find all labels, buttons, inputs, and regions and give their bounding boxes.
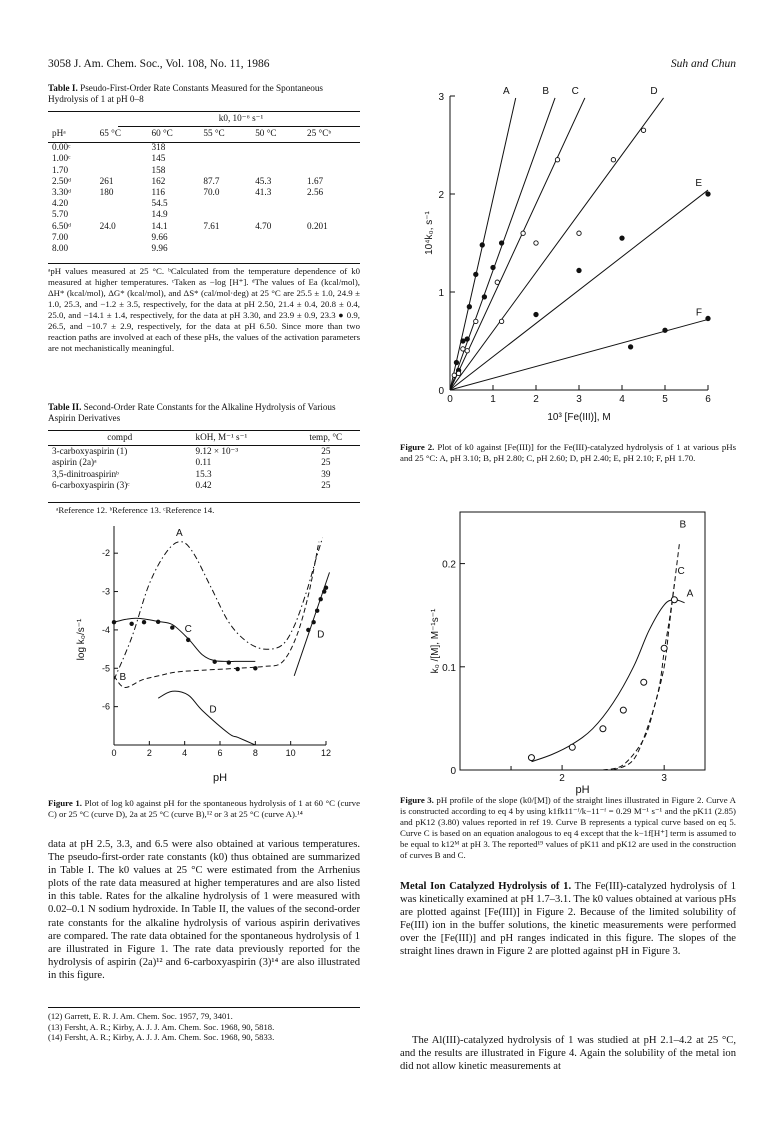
figure3-x-label: pH bbox=[575, 784, 590, 796]
table1-cell: 1.70 bbox=[52, 164, 69, 175]
figure2-line-label: E bbox=[695, 178, 702, 190]
table2-header-cell: temp, °C bbox=[309, 432, 343, 442]
figure1-curve-a bbox=[114, 538, 323, 680]
table-row bbox=[48, 209, 360, 220]
table2-cell: 9.12 × 10⁻³ bbox=[195, 446, 239, 457]
section-heading: Metal Ion Catalyzed Hydrolysis of 1. bbox=[400, 881, 572, 892]
figure1-data-point bbox=[170, 625, 174, 629]
table1-header-cell: pHᵃ bbox=[52, 128, 66, 138]
figure2-data-point bbox=[491, 265, 495, 269]
table1-cell: 2.50ᵈ bbox=[52, 175, 71, 186]
paragraph-right-1 bbox=[400, 880, 736, 959]
figure3-data-point bbox=[528, 755, 534, 761]
running-header-left: 3058 J. Am. Chem. Soc., Vol. 108, No. 11, 1986 bbox=[48, 58, 270, 70]
footnote-12: (12) Garrett, E. R. J. Am. Chem. Soc. 1957, 79, 3401. bbox=[48, 1011, 233, 1021]
figure2-line-label: C bbox=[571, 85, 579, 97]
figure3-caption-text: pH profile of the slope (k0/[M]) of the straight lines illustrated in Figure 2. Curve A is constructed according to eq 4 by using k1fk11⁻ᶠ/k−11⁻ᶠ = 0.29 M⁻¹ s⁻¹ and the pK11 (2.85) and pK12 (3.80) values reported in ref 19. Curve B represents a typical curve based on eq 5. Curve C is based on an equation analogous to eq 4 except that the k−1f[H⁺] term is assumed to be equal to k12ᴹ at pH 3. The reported¹⁹ values of pK11 and pK12 are used in the construction of curves B and C. bbox=[400, 795, 736, 860]
figure2-data-point bbox=[620, 236, 624, 240]
figure3-y-tick-label: 0.1 bbox=[442, 662, 456, 674]
table1-cell: 1.67 bbox=[307, 175, 324, 186]
figure3-y-tick-label: 0.2 bbox=[442, 559, 456, 571]
table1-caption-text: Pseudo-First-Order Rate Constants Measured for the Spontaneous Hydrolysis of 1 at pH 0–8 bbox=[48, 83, 324, 105]
figure2-data-point bbox=[706, 192, 710, 196]
paragraph-right-1-text: The Fe(III)-catalyzed hydrolysis of 1 was kinetically examined at pH 1.7–3.1. The k0 values obtained at various pHs are plotted against [Fe(III)] in Figure 2. Because of the limited solubility of Fe(III) ion in the buffer solutions, the kinetic measurements were performed over the [Fe(III)] and pH ranges indicated in this figure. The slopes of the straight lines drawn in Figure 2 are plotted against pH in Figure 3. bbox=[400, 881, 736, 958]
figure1-curve-label: C bbox=[184, 623, 192, 635]
figure1-data-point bbox=[322, 589, 326, 593]
table-row bbox=[48, 165, 360, 176]
figure2-data-point bbox=[577, 268, 581, 272]
table1-cell: 6.50ᵈ bbox=[52, 220, 71, 231]
figure3-data-point bbox=[620, 707, 626, 713]
table1-cell: 5.70 bbox=[52, 209, 69, 220]
paragraph-right-2: The Al(III)-catalyzed hydrolysis of 1 was studied at pH 2.1–4.2 at 25 °C, and the results are illustrated in Figure 4. Again the solubility of the metal ion did not allow kinetic measurements at bbox=[400, 1035, 736, 1073]
figure1-data-point bbox=[319, 597, 323, 601]
table1-cell bbox=[96, 232, 148, 243]
figure1-caption-text: Plot of log k0 against pH for the spontaneous hydrolysis of 1 at 60 °C (curve C) or 25 °C (curve D), 2a at 25 °C (curve B),¹² or 3 at 25 °C (curve A).¹⁴ bbox=[48, 798, 360, 819]
figure3-data-point bbox=[600, 726, 606, 732]
figure2-data-point bbox=[534, 241, 538, 245]
table1-header-row bbox=[48, 128, 360, 139]
figure2-data-point bbox=[499, 241, 503, 245]
table1-cell: 318 bbox=[151, 142, 166, 153]
table-row bbox=[48, 243, 360, 254]
table1-cell: 4.20 bbox=[52, 198, 69, 209]
figure2-caption bbox=[400, 442, 736, 464]
table1-cell bbox=[96, 198, 148, 209]
figure3-y-label: k₀ /[M], M⁻¹s⁻¹ bbox=[430, 608, 441, 674]
figure2-x-tick-label: 6 bbox=[705, 394, 711, 405]
figure1-y-tick-label: -5 bbox=[101, 663, 110, 674]
table-row bbox=[48, 176, 360, 187]
table1-cell bbox=[303, 198, 360, 209]
table1-cell bbox=[199, 198, 251, 209]
figure2-y-tick-label: 3 bbox=[438, 92, 444, 103]
figure2-caption-label: Figure 2. bbox=[400, 442, 435, 452]
table2-footnote: ᵃReference 12. ᵇReference 13. ᶜReference 14. bbox=[56, 505, 215, 515]
figure1-curve-label: D bbox=[209, 704, 217, 716]
figure3-curve-b bbox=[603, 543, 680, 770]
table1-cell: 162 bbox=[151, 175, 166, 186]
table1-cell bbox=[199, 153, 251, 164]
table2-cell: 3-carboxyaspirin (1) bbox=[52, 446, 128, 457]
table-row bbox=[48, 153, 360, 164]
footnote-14: (14) Fersht, A. R.; Kirby, A. J. J. Am. Chem. Soc. 1968, 90, 5833. bbox=[48, 1032, 275, 1043]
figure2-data-point bbox=[465, 349, 469, 353]
table2-cell: 25 bbox=[321, 446, 331, 457]
figure1-plot bbox=[64, 520, 354, 795]
table1-cell: 3.30ᵈ bbox=[52, 187, 71, 198]
table1-cell: 4.70 bbox=[255, 220, 272, 231]
figure2-data-point bbox=[482, 295, 486, 299]
table1-cell: 145 bbox=[151, 153, 166, 164]
table2-cell: aspirin (2a)ᵃ bbox=[52, 457, 97, 468]
figure2-data-point bbox=[452, 373, 456, 377]
figure3-data-point bbox=[671, 597, 677, 603]
figure1-x-tick-label: 8 bbox=[252, 748, 258, 758]
table1-cell: 41.3 bbox=[255, 187, 272, 198]
figure2-data-point bbox=[706, 316, 710, 320]
figure3-curve-label: A bbox=[686, 588, 694, 600]
figure2-data-point bbox=[611, 158, 615, 162]
table1-cell: 9.66 bbox=[151, 231, 168, 242]
figure1-data-point bbox=[315, 609, 319, 613]
reference-footnotes bbox=[48, 1011, 360, 1043]
table1-cell bbox=[96, 243, 148, 254]
figure1-data-point bbox=[142, 620, 146, 624]
figure3-curve-c bbox=[613, 584, 674, 770]
figure2-data-point bbox=[495, 280, 499, 284]
figure2-data-point bbox=[456, 371, 460, 375]
figure1-y-tick-label: -6 bbox=[101, 701, 110, 712]
figure2-origin-label: 0 bbox=[438, 386, 444, 397]
table2-cell: 25 bbox=[321, 479, 331, 490]
table1-cell bbox=[199, 243, 251, 254]
table1-cell: 1.00ᶜ bbox=[52, 153, 71, 164]
figure2-x-tick-label: 4 bbox=[619, 394, 625, 405]
table-row bbox=[48, 457, 360, 468]
figure2-x-label: 10³ [Fe(III)], M bbox=[547, 412, 611, 423]
table1-cell bbox=[199, 232, 251, 243]
figure2-x-tick-label: 0 bbox=[447, 394, 453, 405]
table1-cell: 14.9 bbox=[151, 209, 168, 220]
table1-cell bbox=[251, 153, 303, 164]
table1-cell: 7.61 bbox=[203, 220, 220, 231]
table2-caption-text: Second-Order Rate Constants for the Alkaline Hydrolysis of Various Aspirin Derivatives bbox=[48, 402, 336, 424]
table1-cell: 24.0 bbox=[99, 220, 116, 231]
figure2-line-f bbox=[450, 319, 708, 390]
figure2-data-point bbox=[628, 345, 632, 349]
figure3-curve-label: C bbox=[677, 565, 685, 577]
figure2-x-tick-label: 2 bbox=[533, 394, 539, 405]
figure1-data-point bbox=[112, 620, 116, 624]
figure2-data-point bbox=[534, 312, 538, 316]
figure1-data-point bbox=[253, 666, 257, 670]
table1-cell bbox=[199, 209, 251, 220]
figure2-data-point bbox=[555, 158, 559, 162]
figure2-x-tick-label: 1 bbox=[490, 394, 496, 405]
figure1-curve-label: B bbox=[119, 671, 127, 683]
figure1-x-tick-label: 10 bbox=[285, 748, 296, 758]
table-row bbox=[48, 187, 360, 198]
table1-header-cell: 60 °C bbox=[151, 128, 173, 138]
figure3-x-tick-label: 3 bbox=[661, 773, 667, 784]
table1-cell: 261 bbox=[99, 175, 114, 186]
figure2-data-point bbox=[461, 339, 465, 343]
figure1-x-tick-label: 6 bbox=[217, 748, 223, 758]
figure2-y-tick-label: 2 bbox=[438, 190, 444, 201]
figure2-data-point bbox=[461, 347, 465, 351]
figure1-data-point bbox=[235, 667, 239, 671]
figure3-y-tick-label: 0 bbox=[450, 766, 456, 777]
figure3-frame bbox=[460, 512, 705, 770]
table1-cell: 14.1 bbox=[151, 220, 168, 231]
footnote-13: (13) Fersht, A. R.; Kirby, A. J. J. Am. Chem. Soc. 1968, 90, 5818. bbox=[48, 1021, 275, 1032]
figure1-data-point bbox=[306, 628, 310, 632]
figure3-data-point bbox=[569, 744, 575, 750]
figure1-data-point bbox=[227, 660, 231, 664]
table1-cell: 9.96 bbox=[151, 243, 168, 254]
table2-cell: 3,5-dinitroaspirinᵇ bbox=[52, 468, 119, 479]
table1-cell bbox=[251, 198, 303, 209]
figure2-plot bbox=[412, 82, 722, 437]
figure3-caption bbox=[400, 795, 736, 861]
table-row bbox=[48, 232, 360, 243]
figure1-y-label: log k₀/s⁻¹ bbox=[76, 618, 87, 661]
table1-cell: 2.56 bbox=[307, 187, 324, 198]
table1-cell: 0.00ᶜ bbox=[52, 142, 71, 153]
figure2-data-point bbox=[499, 319, 503, 323]
table-row bbox=[48, 480, 360, 491]
figure1-curve-label: A bbox=[176, 527, 183, 539]
table1-cell: 116 bbox=[151, 187, 165, 198]
figure3-data-point bbox=[661, 645, 667, 651]
figure2-data-point bbox=[474, 272, 478, 276]
table1-caption-label: Table I. bbox=[48, 83, 78, 93]
figure1-x-tick-label: 2 bbox=[146, 748, 152, 758]
table1-cell bbox=[251, 165, 303, 176]
table1-cell: 54.5 bbox=[151, 198, 168, 209]
table1-cell: 8.00 bbox=[52, 243, 69, 254]
figure2-data-point bbox=[474, 319, 478, 323]
table1-cell: 0.201 bbox=[307, 220, 328, 231]
figure3-curve-label: B bbox=[679, 519, 687, 531]
figure1-y-tick-label: -4 bbox=[101, 624, 110, 635]
table1-cell: 7.00 bbox=[52, 231, 69, 242]
figure2-caption-text: Plot of k0 against [Fe(III)] for the Fe(III)-catalyzed hydrolysis of 1 at various pHs and 25 °C: A, pH 3.10; B, pH 2.80; C, pH 2.60; D, pH 2.40; E, pH 2.10; F, pH 1.70. bbox=[400, 442, 736, 463]
figure1-x-label: pH bbox=[212, 772, 228, 784]
table1 bbox=[48, 128, 360, 254]
figure1-curve-label: D bbox=[317, 629, 325, 641]
figure1-y-tick-label: -3 bbox=[101, 586, 110, 597]
table2-cell: 0.11 bbox=[195, 457, 212, 468]
figure1-x-tick-label: 12 bbox=[320, 748, 332, 758]
table1-cell bbox=[96, 165, 148, 176]
figure1-data-point bbox=[324, 586, 328, 590]
table1-cell bbox=[303, 243, 360, 254]
figure2-data-point bbox=[467, 305, 471, 309]
figure2-data-point bbox=[641, 128, 645, 132]
figure3-data-point bbox=[641, 679, 647, 685]
table2-cell: 15.3 bbox=[195, 468, 212, 479]
table1-cell bbox=[251, 232, 303, 243]
figure1-caption bbox=[48, 798, 360, 820]
table1-header-cell: 25 °Cᵇ bbox=[307, 128, 332, 138]
figure2-data-point bbox=[577, 231, 581, 235]
table1-cell bbox=[96, 209, 148, 220]
table1-caption bbox=[48, 83, 360, 106]
table-row bbox=[48, 221, 360, 232]
figure2-y-label: 10⁴k₀, s⁻¹ bbox=[424, 211, 435, 255]
table2-cell: 0.42 bbox=[195, 479, 212, 490]
figure3-x-tick-label: 2 bbox=[559, 773, 565, 784]
figure2-line-c bbox=[450, 98, 585, 390]
figure1-data-point bbox=[213, 660, 217, 664]
table2 bbox=[48, 432, 360, 491]
table1-cell bbox=[303, 153, 360, 164]
table1-cell bbox=[251, 209, 303, 220]
figure1-x-tick-label: 0 bbox=[111, 748, 117, 758]
figure2-x-tick-label: 5 bbox=[662, 394, 668, 405]
table1-header-cell: 65 °C bbox=[99, 128, 121, 138]
figure2-y-tick-label: 1 bbox=[438, 288, 444, 299]
figure1-curve-d-left- bbox=[158, 691, 255, 745]
table2-header-row bbox=[48, 432, 360, 443]
table1-cell bbox=[303, 209, 360, 220]
figure1-y-tick-label: -2 bbox=[101, 548, 110, 559]
table2-header-cell: kOH, M⁻¹ s⁻¹ bbox=[195, 432, 248, 442]
paragraph-left: data at pH 2.5, 3.3, and 6.5 were also obtained at various temperatures. The pseudo-first-order rate constants (k0) thus obtained are summarized in Table I. The k0 values at 25 °C were estimated from the Arrhenius plots of the rate data measured at higher temperatures and are also listed in this table. Rates for the alkaline hydrolysis of 1 were measured with 0.02–0.1 N sodium hydroxide. In Table II, the values of the second-order rate constants for the alkaline hydrolysis of various aspirin derivatives are compared. The rate data obtained for the spontaneous hydrolysis of 1 are illustrated in Figure 1. The rate data previously reported for the hydrolysis of aspirin (2a)¹² and 6-carboxyaspirin (3)¹⁴ are also illustrated in this figure. bbox=[48, 839, 360, 981]
figure2-data-point bbox=[465, 337, 469, 341]
figure3-caption-label: Figure 3. bbox=[400, 795, 434, 805]
table1-cell: 158 bbox=[151, 164, 166, 175]
table2-cell: 39 bbox=[321, 468, 331, 479]
table2-cell: 6-carboxyaspirin (3)ᶜ bbox=[52, 479, 130, 490]
table1-cell bbox=[303, 165, 360, 176]
figure2-x-tick-label: 3 bbox=[576, 394, 582, 405]
figure2-data-point bbox=[454, 360, 458, 364]
table1-header-cell: 55 °C bbox=[203, 128, 225, 138]
figure3-plot bbox=[420, 500, 720, 796]
figure1-curve-b bbox=[114, 542, 319, 688]
table2-header-cell: compd bbox=[107, 432, 133, 442]
figure1-data-point bbox=[311, 620, 315, 624]
figure2-data-point bbox=[663, 328, 667, 332]
figure2-line-label: F bbox=[695, 307, 702, 319]
table1-cell bbox=[96, 153, 148, 164]
figure2-data-point bbox=[521, 231, 525, 235]
table-row bbox=[48, 469, 360, 480]
table1-cell bbox=[303, 232, 360, 243]
table1-header-cell: 50 °C bbox=[255, 128, 277, 138]
table1-cell: 180 bbox=[99, 187, 114, 198]
table1-cell: 70.0 bbox=[203, 187, 220, 198]
table1-footnote: ᵃpH values measured at 25 °C. ᵇCalculated from the temperature dependence of k0 measured at higher temperatures. ᶜTaken as −log [H⁺]. ᵈThe values of Ea (kcal/mol), ΔH* (kcal/mol), ΔG* (kcal/mol), and ΔS* (cal/mol·deg) at 25 °C are 25.5 ± 1.0, 24.9 ± 1.0, 25.3, and −1.2 ± 3.5, respectively, for the data at pH 2.50, 21.4 ± 0.4, 20.8 ± 0.4, 25.0, and −14.1 ± 1.4, respectively, for the data at pH 3.30, and 23.9 ± 0.9, 23.3 ● 0.9, 26.5, and −10.7 ± 2.9, respectively, for the data at pH 6.50. Since more than two reaction paths are involved at each of these pHs, the values of the activation parameters are not mechanistically meaningful. bbox=[48, 266, 360, 353]
table2-caption bbox=[48, 402, 360, 425]
running-header-right: Suh and Chun bbox=[670, 58, 736, 70]
table-row bbox=[48, 198, 360, 209]
table1-cell bbox=[251, 243, 303, 254]
table1-cell: 87.7 bbox=[203, 175, 220, 186]
figure1-caption-label: Figure 1. bbox=[48, 798, 82, 808]
figure2-line-label: D bbox=[650, 85, 658, 97]
table2-cell: 25 bbox=[321, 457, 331, 468]
figure1-x-tick-label: 4 bbox=[182, 748, 188, 758]
table1-cell bbox=[199, 165, 251, 176]
figure2-data-point bbox=[480, 243, 484, 247]
figure2-line-label: B bbox=[542, 85, 550, 97]
figure1-data-point bbox=[129, 622, 133, 626]
table1-group-header: k0, 10⁻⁶ s⁻¹ bbox=[218, 113, 264, 123]
figure1-data-point bbox=[186, 638, 190, 642]
figure2-line-label: A bbox=[503, 85, 510, 97]
table1-cell: 45.3 bbox=[255, 175, 272, 186]
table2-caption-label: Table II. bbox=[48, 402, 82, 412]
figure1-data-point bbox=[156, 620, 160, 624]
